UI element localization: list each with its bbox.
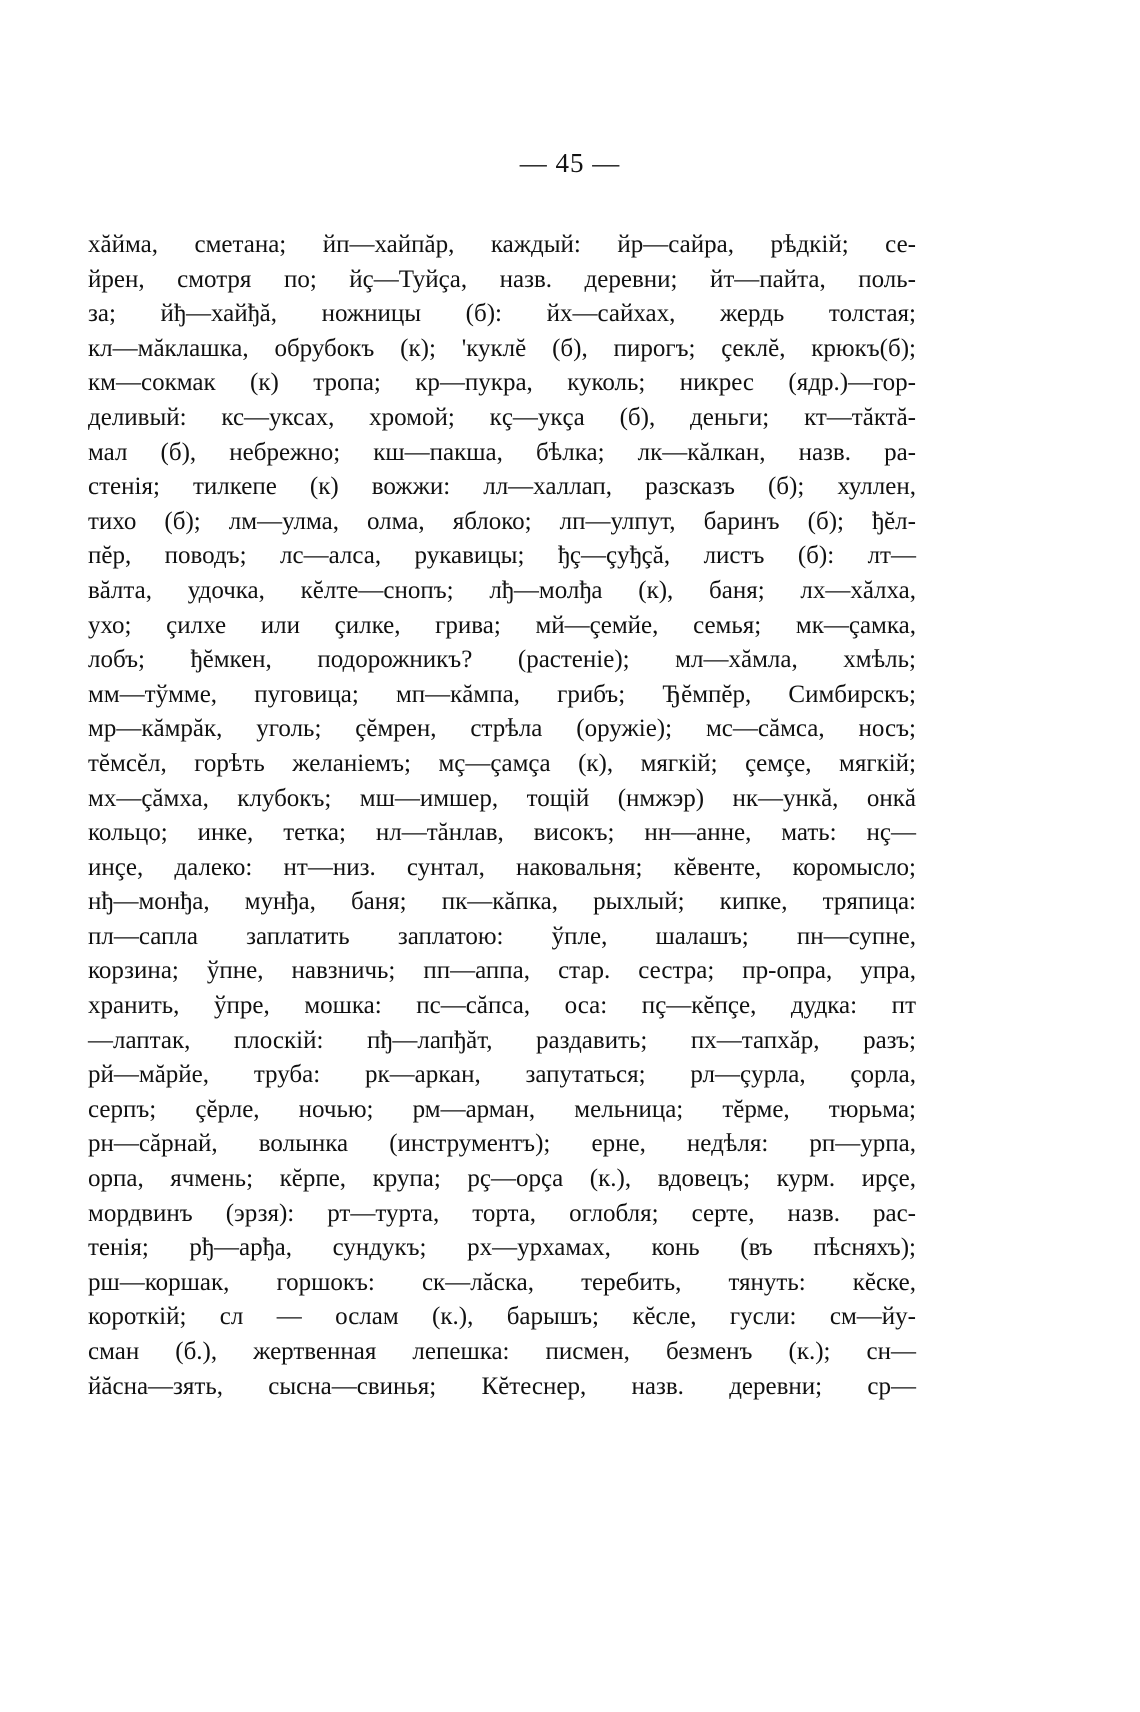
- text-line: корзина; ўпне, навзничь; пп—аппа, стар. сестра; пр-опра, упра,: [88, 957, 916, 985]
- text-line: йрен, смотря по; йç—Туйçа, назв. деревни; йт—пайта, поль-: [88, 265, 916, 293]
- body-text: [88, 228, 916, 1404]
- text-line: серпъ; çĕрле, ночью; рм—арман, мельница; тĕрме, тюрьма;: [88, 1095, 916, 1123]
- text-line: тихо (б); лм—улма, олма, яблоко; лп—улпут, баринъ (б); ђĕл-: [88, 507, 916, 535]
- text-line: вăлта, удочка, кĕлте—снопъ; лђ—молђа (к), баня; лх—хăлха,: [88, 576, 916, 604]
- text-line: мр—кăмрăк, уголь; çĕмрен, стрѣла (оружіе); мс—сăмса, носъ;: [88, 715, 916, 743]
- text-line: нђ—монђа, мунђа, баня; пк—кăпка, рыхлый; кипке, тряпица:: [88, 888, 916, 916]
- text-line: мал (б), небрежно; кш—пакша, бѣлка; лк—кăлкан, назв. ра-: [88, 438, 916, 466]
- text-line: кл—мăклашка, обрубокъ (к); 'куклĕ (б), пирогъ; çеклĕ, крюкъ(б);: [88, 334, 916, 362]
- text-line: деливый: кс—уксах, хромой; кç—укçа (б), деньги; кт—тăктă-: [88, 403, 916, 431]
- text-line: рш—коршак, горшокъ: ск—лăска, теребить, тянуть: кĕске,: [88, 1268, 916, 1296]
- text-line: рн—сăрнай, волынка (инструментъ); ерне, недѣля: рп—урпа,: [88, 1130, 916, 1158]
- text-line: пл—сапла заплатить заплатою: ўпле, шалашъ; пн—супне,: [88, 922, 916, 950]
- text-line: хранить, ўпре, мошка: пс—сăпса, оса: пç—кĕпçе, дудка: пт: [88, 992, 916, 1020]
- text-line: мордвинъ (эрзя): рт—турта, торта, оглобля; серте, назв. рас-: [88, 1199, 916, 1227]
- text-line: —лаптак, плоскій: пђ—лапђăт, раздавить; пх—тапхăр, разъ;: [88, 1026, 916, 1054]
- text-line: мм—тўмме, пуговица; мп—кăмпа, грибъ; Ђĕмпĕр, Симбирскъ;: [88, 680, 916, 708]
- text-line: мх—çăмха, клубокъ; мш—имшер, тощій (нмжэр) нк—ункă, онкă: [88, 784, 916, 812]
- text-line: тенія; рђ—арђа, сундукъ; рх—урхамах, конь (въ пѣсняхъ);: [88, 1234, 916, 1262]
- text-line: пĕр, поводъ; лс—алса, рукавицы; ђç—çуђçă, листъ (б): лт—: [88, 542, 916, 570]
- text-line: ухо; çилхе или çилке, грива; мй—çемйе, семья; мк—çамка,: [88, 611, 916, 639]
- text-line: км—сокмак (к) тропа; кр—пукра, куколь; никрес (ядр.)—гор-: [88, 369, 916, 397]
- text-line: инçе, далеко: нт—низ. сунтал, наковальня; кĕвенте, коромысло;: [88, 853, 916, 881]
- text-line: йăсна—зять, сысна—свинья; Кĕтеснер, назв. деревни; ср—: [88, 1372, 916, 1400]
- text-line: лобъ; ђĕмкен, подорожникъ? (растеніе); мл—хăмла, хмѣль;: [88, 646, 916, 674]
- text-line: стенія; тилкепе (к) вожжи: лл—халлап, разсказъ (б); хуллен,: [88, 473, 916, 501]
- page-number: — 45 —: [519, 148, 621, 178]
- text-line: кольцо; инке, тетка; нл—тăнлав, високъ; нн—анне, мать: нç—: [88, 819, 916, 847]
- text-line: за; йђ—хайђă, ножницы (б): йх—сайхах, жердь толстая;: [88, 300, 916, 328]
- text-line: тĕмсĕл, горѣть желаніемъ; мç—çамçа (к), мягкій; çемçе, мягкій;: [88, 749, 916, 777]
- text-line: короткій; сл — ослам (к.), барышъ; кĕсле, гусли: см—йу-: [88, 1303, 916, 1331]
- text-line: орпа, ячмень; кĕрпе, крупа; рç—орçа (к.), вдовецъ; курм. ирçе,: [88, 1165, 916, 1193]
- text-line: хăйма, сметана; йп—хайпăр, каждый: йр—сайра, рѣдкій; се-: [88, 231, 916, 258]
- text-line: сман (б.), жертвенная лепешка: писмен, безменъ (к.); сн—: [88, 1338, 916, 1365]
- text-line: рй—мăрйе, труба: рк—аркан, запутаться; рл—çурла, çорла,: [88, 1061, 916, 1089]
